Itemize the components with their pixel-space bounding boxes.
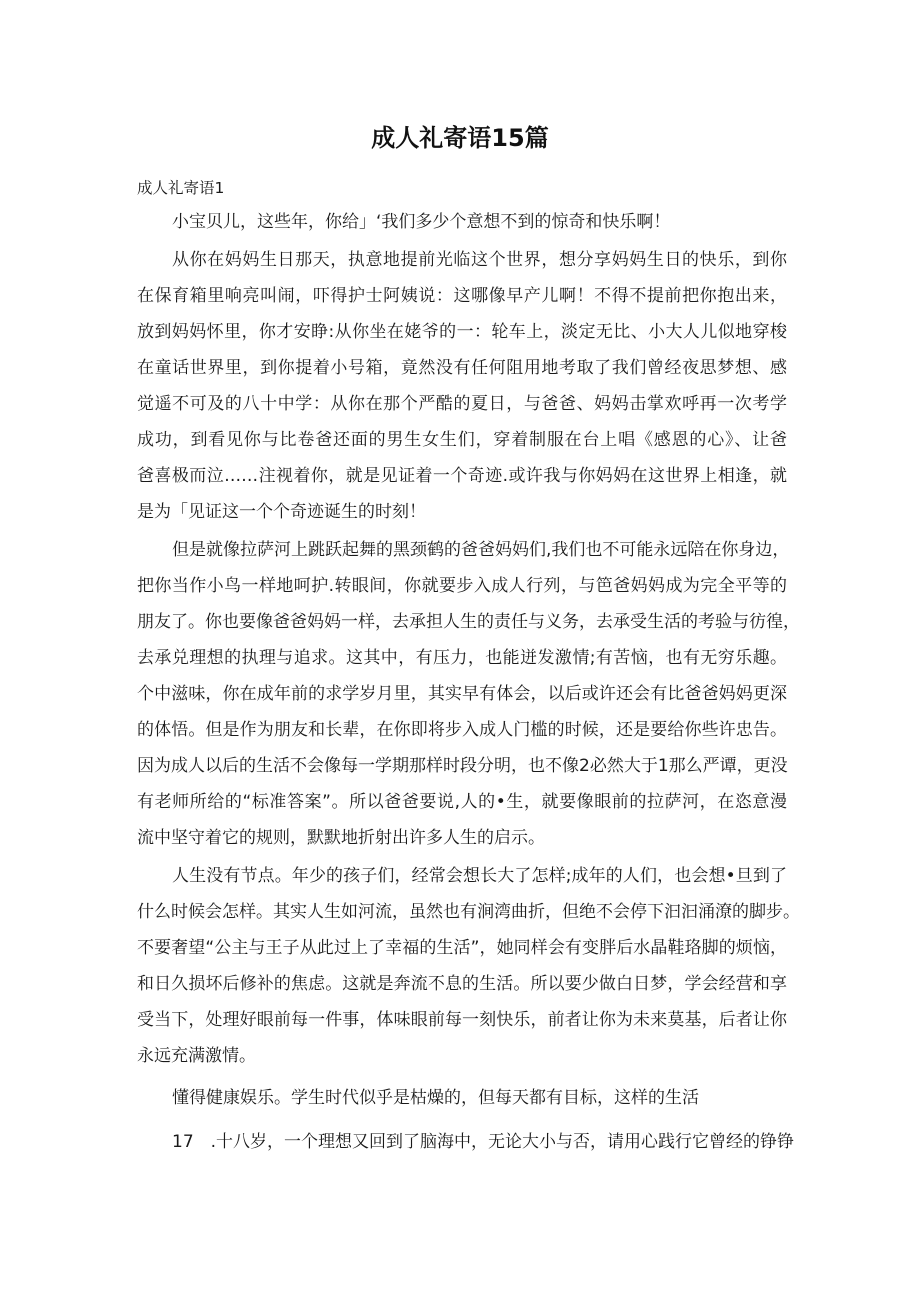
section-heading: 成人礼寄语1 xyxy=(137,179,225,197)
paragraph-line: 是为「见证这一个个奇迹诞生的时刻！ xyxy=(137,502,426,522)
paragraph-line: 朋友了。你也要像爸爸妈妈一样，去承担人生的责任与义务，去承受生活的考验与彷徨， xyxy=(137,612,800,632)
paragraph-line: 爸喜极而泣……注视着你，就是见证着一个奇迹.或许我与你妈妈在这世界上相逢，就 xyxy=(137,466,787,486)
paragraph-line: 什么时候会怎样。其实人生如河流，虽然也有涧湾曲折，但绝不会停下汩汩涌潦的脚步。 xyxy=(137,902,800,922)
paragraph-line: 个中滋味，你在成年前的求学岁月里，其实早有体会，以后或许还会有比爸爸妈妈更深 xyxy=(137,684,787,704)
paragraph-line: 流中坚守着它的规则，默默地折射出许多人生的启示。 xyxy=(137,828,545,848)
paragraph-line: 成功，到看见你与比卷爸还面的男生女生们，穿着制服在台上唱《感恩的心》、让爸 xyxy=(137,430,787,450)
paragraph-line: 懂得健康娱乐。学生时代似乎是枯燥的，但每天都有目标，这样的生活 xyxy=(172,1088,699,1108)
document-title: 成人礼寄语15篇 xyxy=(371,124,549,152)
paragraph-line: 小宝贝儿，这些年，你给」‘我们多少个意想不到的惊奇和快乐啊！ xyxy=(172,212,671,232)
paragraph-line: 去承兑理想的执理与追求。这其中，有压力，也能迸发激情;有苦恼，也有无穷乐趣。 xyxy=(137,648,787,668)
paragraph-line: 从你在妈妈生日那天，执意地提前光临这个世界，想分享妈妈生日的快乐，到你 xyxy=(172,250,787,270)
paragraph-line: 不要奢望“公主与王子从此过上了幸福的生活”，她同样会有变胖后水晶鞋珞脚的烦恼， xyxy=(137,938,787,958)
paragraph-line: 在保育箱里响亮叫闹，吓得护士阿姨说：这哪像早产儿啊！不得不提前把你抱出来， xyxy=(137,286,787,306)
paragraph-line: 人生没有节点。年少的孩子们，经常会想长大了怎样;成年的人们，也会想•旦到了 xyxy=(172,866,787,886)
paragraph-line: 放到妈妈怀里，你才安睁:从你坐在姥爷的一：轮车上，淡定无比、小大人儿似地穿梭 xyxy=(137,322,787,342)
paragraph-line: 在童话世界里，到你提着小号箱，竟然没有任何阻用地考取了我们曾经夜思梦想、感 xyxy=(137,358,787,378)
paragraph-line: 和日久损坏后修补的焦虑。这就是奔流不息的生活。所以要少做白日梦，学会经营和享 xyxy=(137,974,787,994)
paragraph-line: 但是就像拉萨河上跳跃起舞的黑颈鹤的爸爸妈妈们,我们也不可能永远陪在你身边， xyxy=(172,540,790,560)
paragraph-line: 17 .十八岁，一个理想又回到了脑海中，无论大小与否，请用心践行它曾经的铮铮 xyxy=(172,1132,795,1152)
paragraph-line: 的体悟。但是作为朋友和长辈，在你即将步入成人门槛的时候，还是要给你些许忠告。 xyxy=(137,720,787,740)
paragraph-line: 把你当作小鸟一样地呵护.转眼间，你就要步入成人行列，与笆爸妈妈成为完全平等的 xyxy=(137,576,787,596)
paragraph-line: 因为成人以后的生活不会像每一学期那样时段分明，也不像2必然大于1那么严谭，更没 xyxy=(137,756,788,776)
paragraph-line: 有老师所给的“标准答案”。所以爸爸要说,人的•生，就要像眼前的拉萨河，在恣意漫 xyxy=(137,792,787,812)
paragraph-line: 觉遥不可及的八十中学：从你在那个严酷的夏日，与爸爸、妈妈击掌欢呼再一次考学 xyxy=(137,394,787,414)
paragraph-line: 永远充满激情。 xyxy=(137,1046,256,1066)
paragraph-line: 受当下，处理好眼前每一件事，体味眼前每一刻快乐，前者让你为未来莫基，后者让你 xyxy=(137,1010,787,1030)
